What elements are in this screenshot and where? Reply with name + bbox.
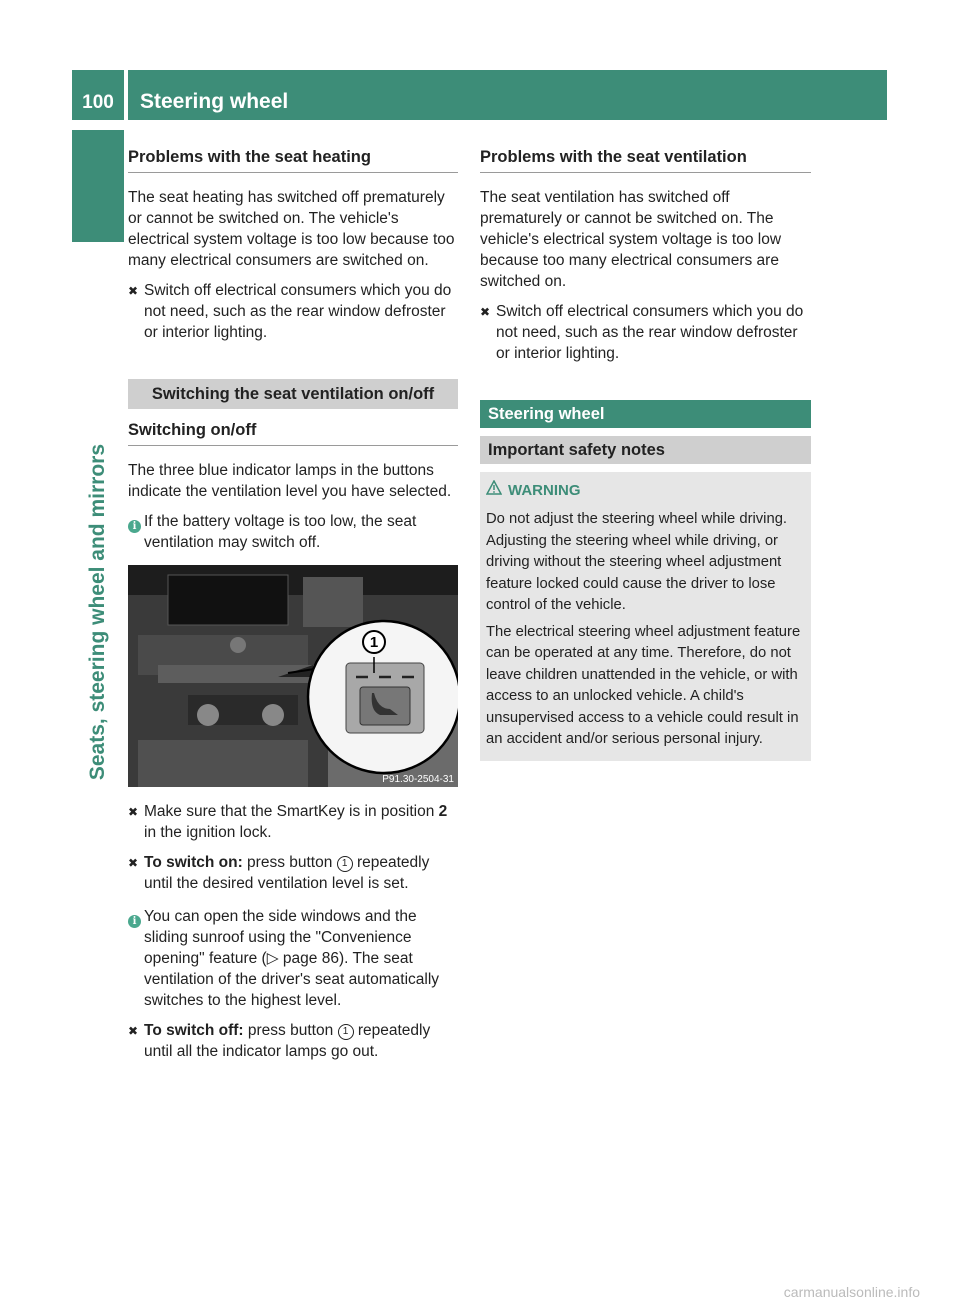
instruction-step bbox=[128, 280, 458, 343]
footer-url: carmanualsonline.info bbox=[783, 1284, 920, 1300]
step-text: Switch off electrical consumers which you do not need, such as the rear window defroster or interior lighting. bbox=[144, 282, 452, 341]
seat-heating-problems-heading: Problems with the seat heating bbox=[128, 148, 458, 173]
callout-1-label: 1 bbox=[369, 633, 379, 651]
info-note bbox=[128, 906, 458, 1011]
page-title: Steering wheel bbox=[140, 90, 289, 113]
right-column bbox=[480, 148, 811, 761]
warning-box bbox=[480, 472, 811, 761]
step-text-part: repeatedly until all the indicator lamps go out. bbox=[144, 1022, 431, 1060]
seat-heating-problems-text: The seat heating has switched off prematurely or cannot be switched on. The vehicle's electrical system voltage is too low because too many electrical consumers are switched on. bbox=[128, 189, 455, 269]
info-text: If the battery voltage is too low, the seat ventilation may switch off. bbox=[144, 513, 417, 551]
step-text bbox=[144, 801, 458, 843]
section-bar-steering-wheel: Steering wheel bbox=[480, 400, 811, 428]
step-label: To switch on: bbox=[144, 854, 243, 871]
step-arrow-icon: ✖ bbox=[128, 1024, 139, 1038]
warning-label: WARNING bbox=[508, 481, 581, 499]
button-number-badge: 1 bbox=[338, 1024, 354, 1040]
page-number: 100 bbox=[82, 92, 114, 113]
instruction-step bbox=[128, 1020, 458, 1062]
step-text bbox=[144, 852, 458, 894]
info-icon: i bbox=[128, 511, 144, 553]
switching-text: The three blue indicator lamps in the buttons indicate the ventilation level you have selected. bbox=[128, 462, 452, 500]
info-icon: i bbox=[128, 906, 144, 1011]
step-text-part: repeatedly until the desired ventilation level is set. bbox=[144, 854, 430, 892]
seat-ventilation-problems-heading: Problems with the seat ventilation bbox=[480, 148, 811, 173]
section-bar-ventilation: Switching the seat ventilation on/off bbox=[128, 379, 458, 409]
switching-heading: Switching on/off bbox=[128, 421, 458, 446]
step-label: To switch off: bbox=[144, 1022, 244, 1039]
chapter-tab bbox=[72, 130, 124, 242]
warning-header bbox=[486, 480, 805, 501]
left-column bbox=[128, 148, 458, 1062]
info-text-part: You can open the side windows and the sliding sunroof using the "Convenience opening" feature ( bbox=[144, 908, 417, 967]
step-arrow-icon: ✖ bbox=[128, 805, 139, 819]
warning-paragraph: Do not adjust the steering wheel while driving. Adjusting the steering wheel while driving, or driving without the steering wheel adjustment feature locked could cause the driver to lose control of the vehicle. bbox=[486, 511, 788, 613]
ventilation-button-figure bbox=[128, 565, 458, 787]
instruction-step bbox=[480, 301, 811, 364]
step-text-part: in the ignition lock. bbox=[144, 824, 272, 841]
seat-ventilation-problems-text: The seat ventilation has switched off prematurely or cannot be switched on. The vehicle's electrical system voltage is too low because too many electrical consumers are switched on. bbox=[480, 189, 782, 290]
section-bar-safety-notes: Important safety notes bbox=[480, 436, 811, 464]
ignition-position: 2 bbox=[438, 803, 448, 820]
chapter-label-text: Seats, steering wheel and mirrors bbox=[86, 443, 109, 780]
warning-paragraph: The electrical steering wheel adjustment feature can be operated at any time. Therefore, do not leave children unattended in the vehicle, or with access to an unlocked vehicle. A child's unsupervised access to a vehicle could result in an accident and/or serious personal injury. bbox=[486, 623, 801, 747]
step-text bbox=[144, 1020, 458, 1062]
info-text-part: page 86). The seat ventilation of the driver's seat automatically switches to the highest level. bbox=[144, 950, 440, 1009]
chapter-label bbox=[73, 260, 123, 780]
figure-code: P91.30-2504-31 bbox=[382, 774, 454, 785]
button-number-badge: 1 bbox=[337, 856, 353, 872]
instruction-step bbox=[128, 801, 458, 843]
info-text bbox=[144, 906, 458, 1011]
step-text: Switch off electrical consumers which you do not need, such as the rear window defroster or interior lighting. bbox=[496, 303, 804, 362]
step-arrow-icon: ✖ bbox=[128, 856, 139, 870]
page-ref-arrow-icon: ▷ bbox=[266, 950, 279, 967]
warning-triangle-icon bbox=[486, 480, 508, 501]
step-text-part: press button bbox=[242, 854, 337, 871]
step-text-part: Make sure that the SmartKey is in position bbox=[144, 803, 439, 820]
header-divider bbox=[124, 70, 128, 120]
step-arrow-icon: ✖ bbox=[128, 284, 139, 298]
step-arrow-icon: ✖ bbox=[480, 305, 491, 319]
step-text-part: press button bbox=[243, 1022, 338, 1039]
info-note bbox=[128, 511, 458, 553]
instruction-step bbox=[128, 852, 458, 894]
dashboard-illustration bbox=[128, 565, 458, 787]
